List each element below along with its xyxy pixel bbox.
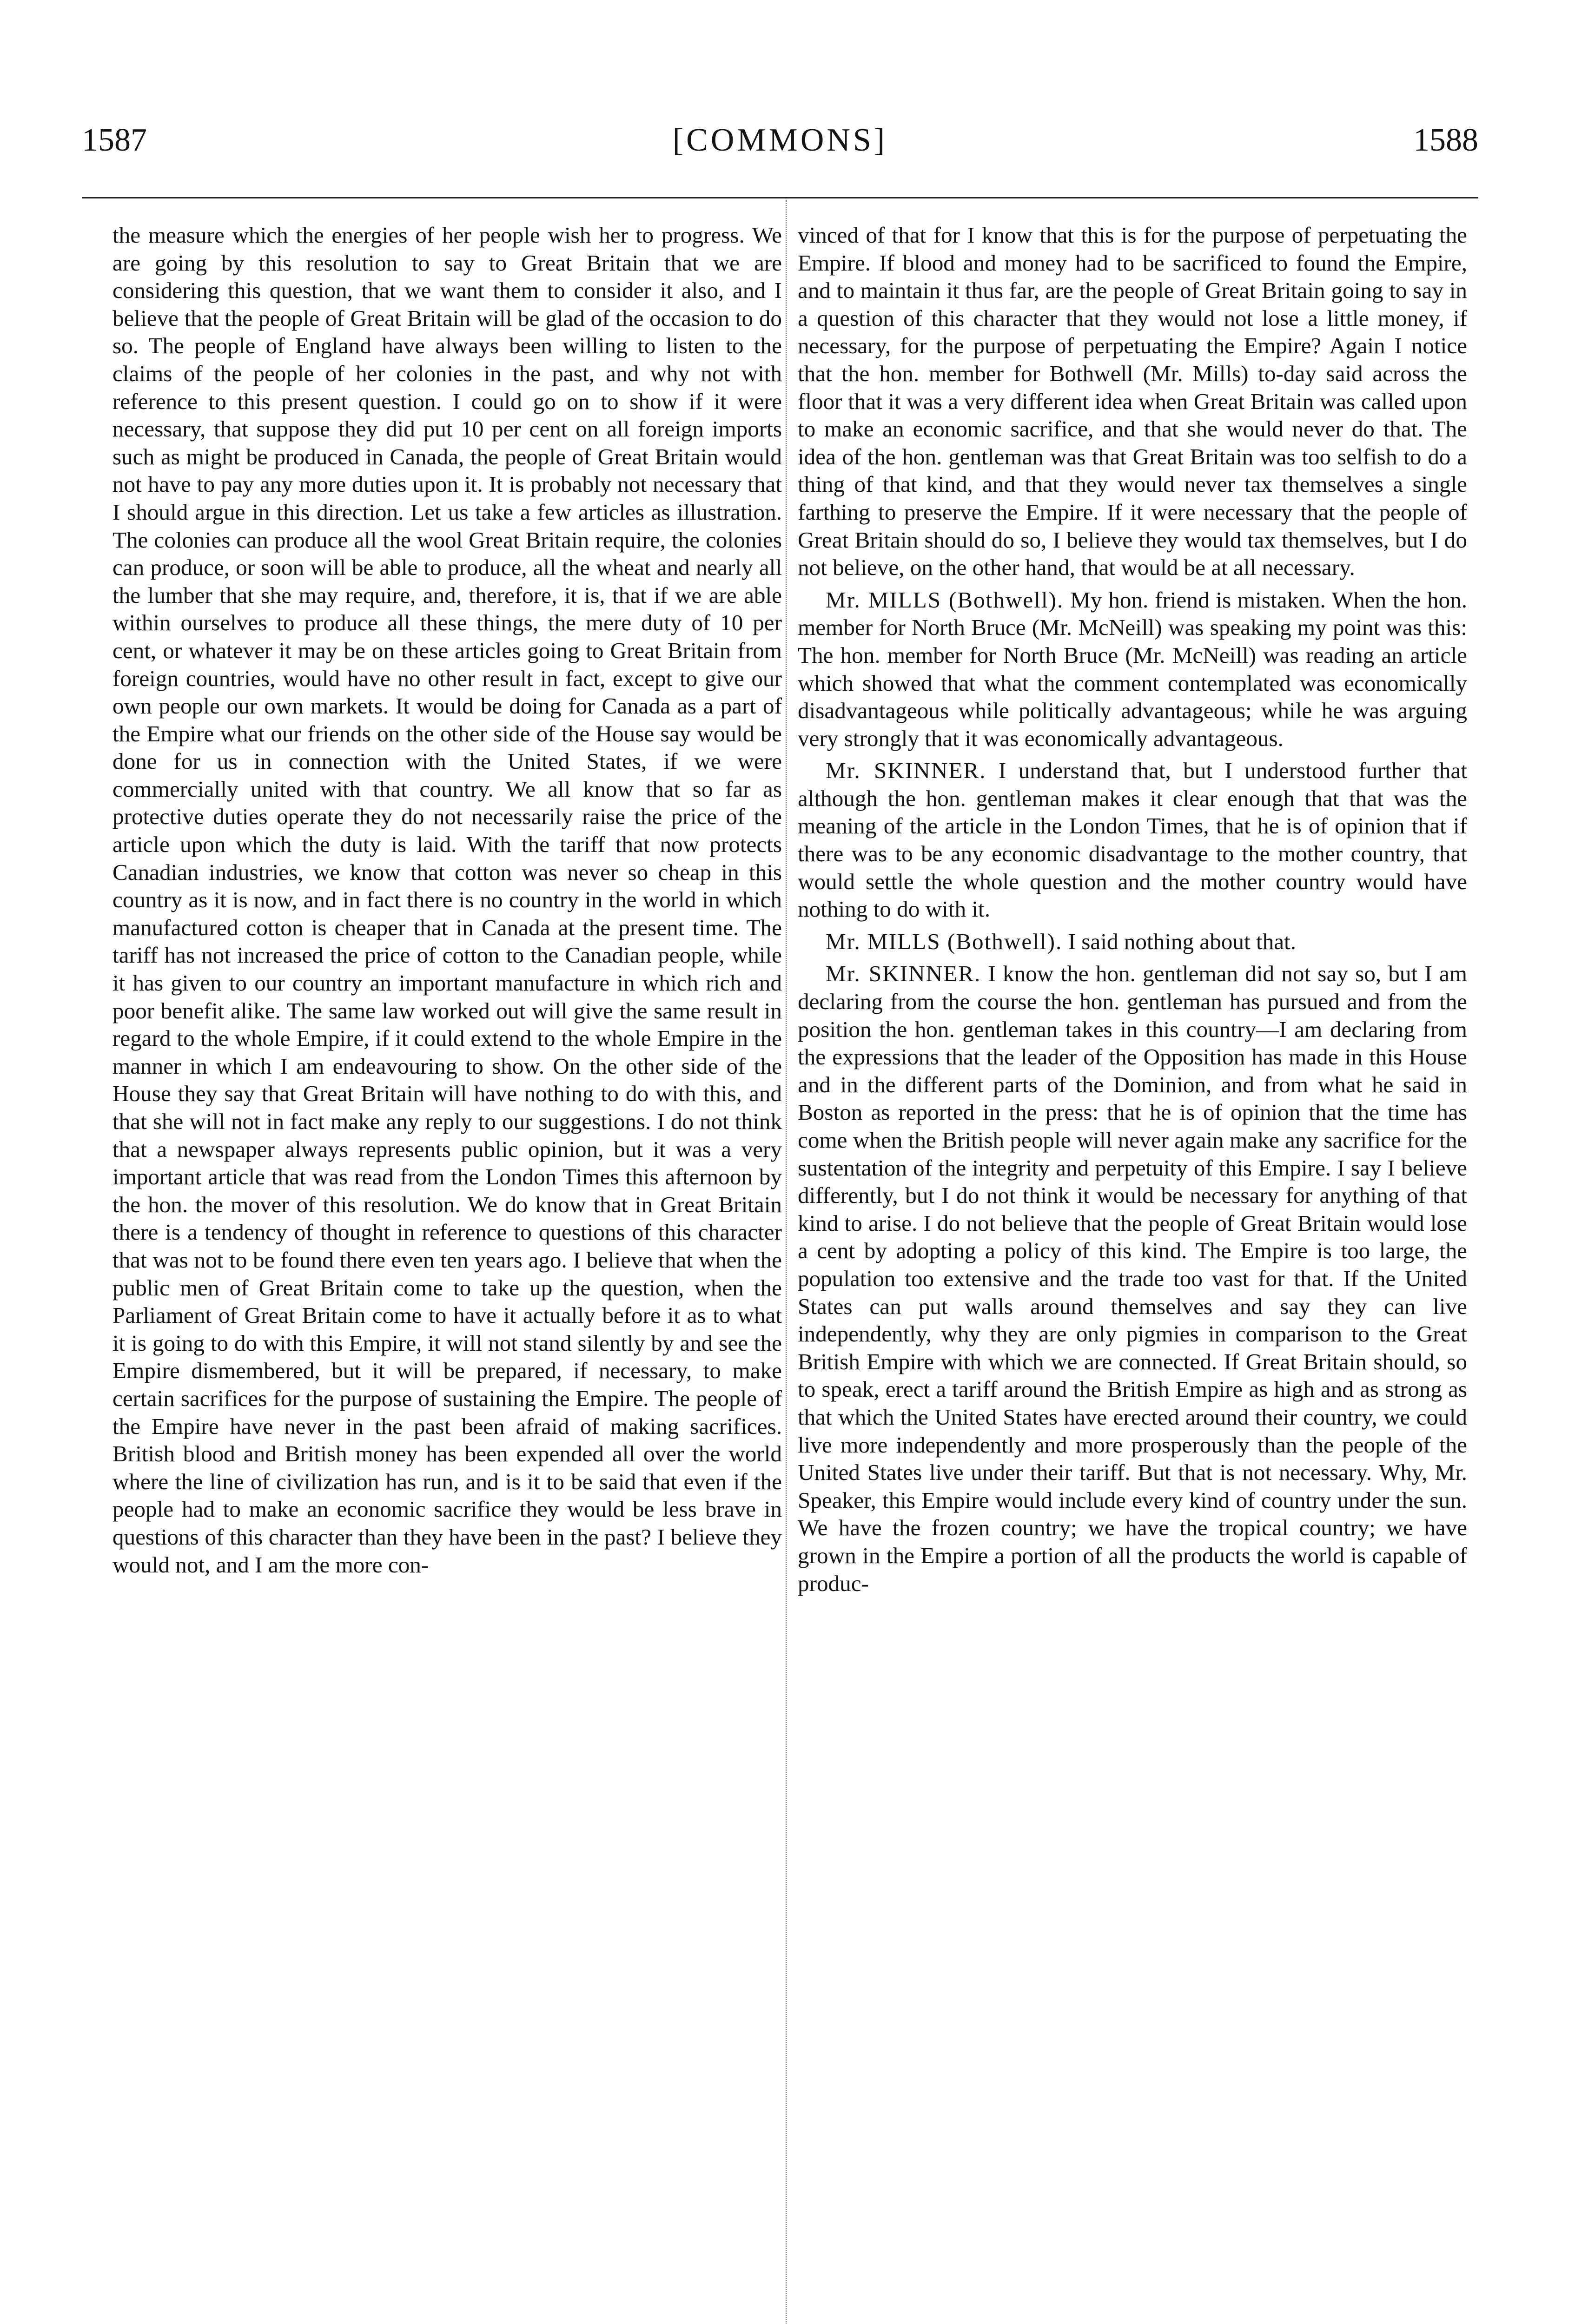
left-column-text: the measure which the energies of her people wish her to progress. We are going by this resolution to say to Great Britain that we are considering this question, that we want them to consider it also, and I believe that the people of Great Britain will be glad of the occasion to do so. The people of England have always been willing to listen to the claims of the people of her colonies in the past, and why not with reference to this present question. I could go on to show if it were necessary, that suppose they did put 10 per cent on all foreign imports such as might be produced in Canada, the people of Great Britain would not have to pay any more duties upon it. It is probably not necessary that I should argue in this direction. Let us take a few articles as illustration. The colonies can produce all the wool Great Britain require, the colonies can produce, or soon will be able to produce, all the wheat and nearly all the lumber that she may require, and, therefore, it is, that if we are able within ourselves to produce all these things, the mere duty of 10 per cent, or whatever it may be on these articles going to Great Britain from foreign countries, would have no other result in fact, except to give our own people our own markets. It would be doing for Canada as a part of the Empire what our friends on the other side of the House say would be done for us in connection with the United States, if we were commercially united with that country. We all know that so far as protective duties operate they do not necessarily raise the price of the article upon which the duty is laid. With the tariff that now protects Canadian industries, we know that cotton was never so cheap in this country as it is now, and in fact there is no country in the world in which manufactured cotton is cheaper that in Canada at the present time. The tariff has not increased the price of cotton to the Canadian people, while it has given to our country an important manufacture in which rich and poor benefit alike. The same law worked out will give the same result in regard to the whole Empire, if it could extend to the whole Empire in the manner in which I am endeavouring to show. On the other side of the House they say that Great Britain will have nothing to do with this, and that she will not in fact make any reply to our suggestions. I do not think that a newspaper always represents public opinion, but it was a very important article that was read from the London Times this afternoon by the hon. the mover of this resolution. We do know that in Great Britain there is a tendency of thought in reference to questions of this character that was not to be found there even ten years ago. I believe that when the public men of Great Britain come to take up the question, when the Parliament of Great Britain come to have it actually before it as to what it is going to do with this Empire, it will not stand silently by and see the Empire dismembered, but it will be prepared, if necessary, to make certain sacrifices for the purpose of sustaining the Empire. The people of the Empire have never in the past been afraid of making sacrifices. British blood and British money has been expended all over the world where the line of civilization has run, and is it to be said that even if the people had to make an economic sacrifice they would be less brave in questions of this character than they have been in the past? I believe they would not, and I am the more con-: [112, 222, 782, 1578]
speech-paragraph: [798, 960, 1467, 1597]
speaker-name: Mr. MILLS (Bothwell).: [826, 587, 1064, 613]
left-page-number: 1587: [82, 122, 147, 158]
speech-paragraph: [798, 928, 1467, 956]
right-column-opening: vinced of that for I know that this is for the purpose of perpetuating the Empire. If blood and money had to be sacrificed to found the Empire, and to maintain it thus far, are the people of Great Britain going to say in a question of this character that they would not lose a little money, if necessary, for the purpose of perpetuating the Empire? Again I notice that the hon. member for Bothwell (Mr. Mills) to-day said across the floor that it was a very different idea when Great Britain was called upon to make an economic sacrifice, and that she would never do that. The idea of the hon. gentleman was that Great Britain was too selfish to do a thing of that kind, and that they would never tax themselves a single farthing to preserve the Empire. If it were necessary that the people of Great Britain should do so, I believe they would tax themselves, but I do not believe, on the other hand, that would be at all necessary.: [798, 222, 1467, 581]
speaker-name: Mr. MILLS (Bothwell).: [826, 928, 1063, 954]
speaker-name: Mr. SKINNER.: [826, 758, 986, 784]
speech-paragraph: [798, 757, 1467, 923]
speech-text: My hon. friend is mistaken. When the hon. member for North Bruce (Mr. McNeill) was speaking my point was this: The hon. member for North Bruce (Mr. McNeill) was reading an article which showed that what the comment contemplated was economically disadvantageous while politically advantageous; while he was arguing very strongly that it was economically advantageous.: [798, 587, 1467, 751]
left-column: [112, 221, 782, 2324]
speech-text: I understand that, but I understood further that although the hon. gentleman makes it clear enough that that was the meaning of the article in the London Times, that he is of opinion that if there was to be any economic disadvantage to the mother country, that would settle the whole question and the mother country would have nothing to do with it.: [798, 758, 1467, 922]
header-rule: [82, 197, 1478, 198]
speaker-name: Mr. SKINNER.: [826, 961, 981, 987]
speech-text: I said nothing about that.: [1068, 928, 1296, 954]
column-divider: [786, 200, 787, 2324]
right-column: [798, 221, 1467, 2324]
section-title: [COMMONS]: [672, 122, 888, 158]
right-page-number: 1588: [1413, 122, 1478, 158]
speech-paragraph: [798, 586, 1467, 753]
page-header: [82, 122, 1478, 187]
speech-text: I know the hon. gentleman did not say so, but I am declaring from the course the hon. gentleman has pursued and from the position the hon. gentleman takes in this country—I am declaring from the expressions that the leader of the Opposition has made in this House and in the different parts of the Dominion, and from what he said in Boston as reported in the press: that he is of opinion that the time has come when the British people will never again make any sacrifice for the sustentation of the integrity and perpetuity of this Empire. I say I believe differently, but I do not think it would be necessary for anything of that kind to arise. I do not believe that the people of Great Britain would lose a cent by adopting a policy of this kind. The Empire is too large, the population too extensive and the trade too vast for that. If the United States can put walls around themselves and say they can live independently, why they are only pigmies in comparison to the Great British Empire with which we are connected. If Great Britain should, so to speak, erect a tariff around the British Empire as high and as strong as that which the United States have erected around their country, we could live more independently and more prosperously than the people of the United States live under their tariff. But that is not necessary. Why, Mr. Speaker, this Empire would include every kind of country under the sun. We have the frozen country; we have the tropical country; we have grown in the Empire a portion of all the products the world is capable of produc-: [798, 961, 1467, 1596]
